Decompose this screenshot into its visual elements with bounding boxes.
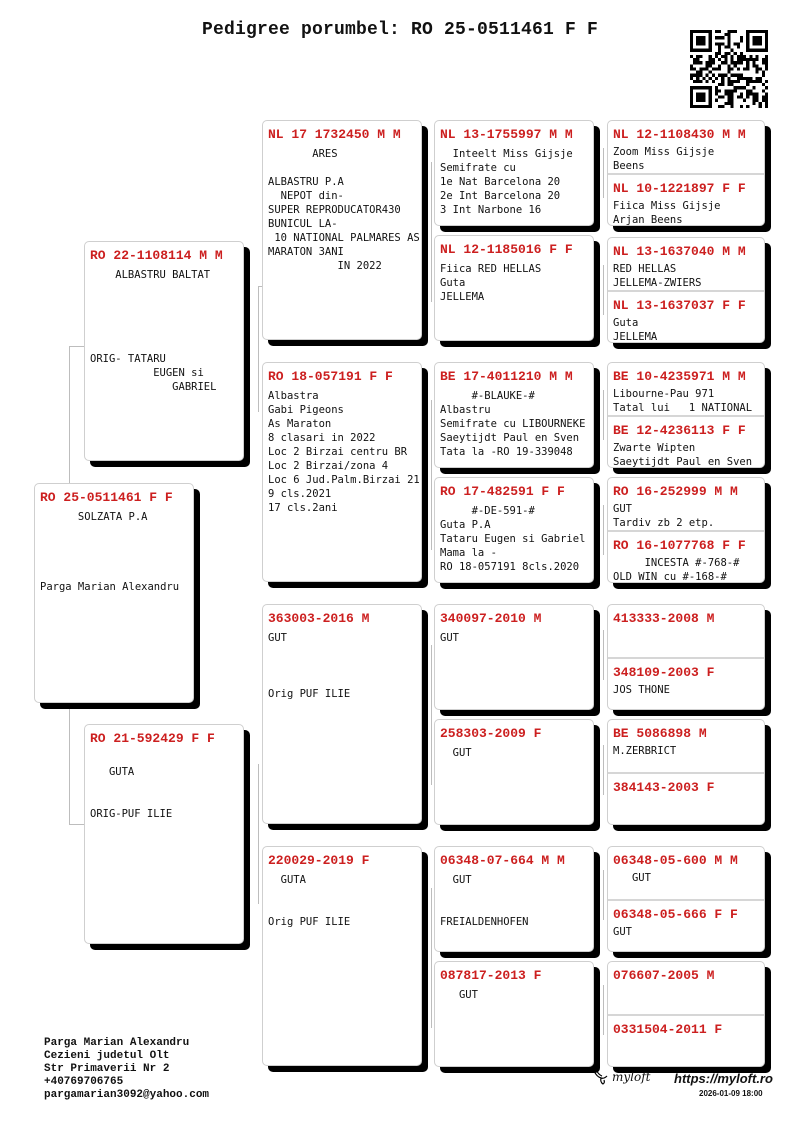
pigeon-notes: GUT bbox=[440, 632, 459, 644]
connector-line bbox=[603, 745, 604, 795]
pigeon-card-dam-sire[interactable] bbox=[262, 604, 422, 824]
ring-number: NL 13-1755997 M M bbox=[440, 127, 573, 142]
pigeon-card-sdd[interactable] bbox=[434, 477, 594, 583]
ring-number: RO 22-1108114 M M bbox=[90, 248, 223, 263]
pigeon-card-sire-sire[interactable] bbox=[262, 120, 422, 340]
ring-number: BE 10-4235971 M M bbox=[613, 369, 746, 384]
ring-number: 06348-05-600 M M bbox=[613, 853, 738, 868]
pigeon-notes: Inteelt Miss Gijsje Semifrate cu 1e Nat Barcelona 20 2e Int Barcelona 20 3 Int Narbone 16 bbox=[440, 148, 573, 216]
ring-number: NL 12-1108430 M M bbox=[613, 127, 746, 142]
pigeon-card-dam[interactable] bbox=[84, 724, 244, 944]
ring-number: RO 16-252999 M M bbox=[613, 484, 738, 499]
ring-number: 220029-2019 F bbox=[268, 853, 370, 868]
owner-locality: Cezieni judetul Olt bbox=[44, 1050, 170, 1062]
connector-line bbox=[258, 764, 259, 904]
brand-logo bbox=[592, 1068, 650, 1086]
connector-line bbox=[69, 706, 70, 824]
pigeon-notes: Zwarte Wipten Saeytijdt Paul en Sven bbox=[613, 442, 753, 467]
pigeon-notes: #-DE-591-# Guta P.A Tataru Eugen si Gabriel Mama la - RO 18-057191 8cls.2020 bbox=[440, 505, 586, 573]
ring-number: RO 18-057191 F F bbox=[268, 369, 393, 384]
ring-number: 258303-2009 F bbox=[440, 726, 542, 741]
pigeon-pair-card[interactable] bbox=[607, 120, 765, 226]
ring-number: BE 12-4236113 F F bbox=[613, 423, 746, 438]
pigeon-notes: ARES ALBASTRU P.A NEPOT din- SUPER REPRODUCATOR430 BUNICUL LA- 10 NATIONAL PALMARES AS MARATON 3ANI IN 2022 bbox=[268, 148, 420, 272]
pigeon-notes: SOLZATA P.A Parga Marian Alexandru bbox=[40, 511, 180, 593]
ring-number: 363003-2016 M bbox=[268, 611, 370, 626]
pigeon-card-dam-dam[interactable] bbox=[262, 846, 422, 1066]
pigeon-notes: Libourne-Pau 971 Tatal lui 1 NATIONAL bbox=[613, 388, 753, 414]
ring-number: 06348-05-666 F F bbox=[613, 907, 738, 922]
ring-number: RO 17-482591 F F bbox=[440, 484, 565, 499]
connector-line bbox=[603, 265, 604, 315]
pigeon-pair-card[interactable] bbox=[607, 237, 765, 343]
ring-number: BE 17-4011210 M M bbox=[440, 369, 573, 384]
connector-line bbox=[69, 346, 85, 347]
pigeon-pair-card[interactable] bbox=[607, 477, 765, 583]
connector-line bbox=[603, 505, 604, 555]
connector-line bbox=[603, 870, 604, 920]
pigeon-pair-card[interactable] bbox=[607, 604, 765, 710]
connector-line bbox=[603, 390, 604, 440]
connector-line bbox=[431, 888, 432, 1028]
pigeon-notes: GUT Tardiv zb 2 etp. bbox=[613, 503, 715, 529]
pigeon-card-ssd[interactable] bbox=[434, 235, 594, 341]
pigeon-card-sss[interactable] bbox=[434, 120, 594, 226]
ring-number: 087817-2013 F bbox=[440, 968, 542, 983]
pigeon-notes: GUT Orig PUF ILIE bbox=[268, 632, 351, 700]
page-title: Pedigree porumbel: RO 25-0511461 F F bbox=[202, 20, 599, 40]
website-link[interactable]: https://myloft.ro bbox=[674, 1071, 773, 1086]
pigeon-notes: ALBASTRU BALTAT ORIG- TATARU EUGEN si GABRIEL bbox=[90, 269, 217, 393]
pigeon-notes: GUT bbox=[440, 747, 472, 759]
owner-contact bbox=[44, 1037, 209, 1102]
pigeon-notes: GUT bbox=[440, 989, 478, 1001]
pigeon-card-sds[interactable] bbox=[434, 362, 594, 468]
pigeon-pair-card[interactable] bbox=[607, 846, 765, 952]
pigeon-notes: INCESTA #-768-# OLD WIN cu #-168-# bbox=[613, 557, 740, 582]
ring-number: 340097-2010 M bbox=[440, 611, 542, 626]
pigeon-notes: JOS THONE bbox=[613, 684, 670, 696]
ring-number: RO 16-1077768 F F bbox=[613, 538, 746, 553]
ring-number: 384143-2003 F bbox=[613, 780, 715, 795]
pigeon-notes: GUT bbox=[613, 926, 632, 938]
pigeon-logo-icon bbox=[592, 1068, 610, 1086]
connector-line bbox=[69, 346, 70, 486]
ring-number: RO 25-0511461 F F bbox=[40, 490, 173, 505]
pigeon-notes: #-BLAUKE-# Albastru Semifrate cu LIBOURNEKE Saeytijdt Paul en Sven Tata la -RO 19-339048 bbox=[440, 390, 586, 458]
pigeon-card-dsd[interactable] bbox=[434, 719, 594, 825]
ring-number: 06348-07-664 M M bbox=[440, 853, 565, 868]
pigeon-pair-card[interactable] bbox=[607, 719, 765, 825]
ring-number: NL 12-1185016 F F bbox=[440, 242, 573, 257]
pigeon-card-subject[interactable] bbox=[34, 483, 194, 703]
pigeon-notes: Fiica RED HELLAS Guta JELLEMA bbox=[440, 263, 542, 303]
ring-number: 348109-2003 F bbox=[613, 665, 715, 680]
pigeon-notes: GUT bbox=[613, 872, 651, 884]
pigeon-notes: Guta JELLEMA bbox=[613, 317, 658, 342]
pigeon-card-sire-dam[interactable] bbox=[262, 362, 422, 582]
qr-code-icon[interactable] bbox=[689, 30, 769, 108]
connector-line bbox=[603, 985, 604, 1035]
ring-number: 413333-2008 M bbox=[613, 611, 715, 626]
pigeon-card-dss[interactable] bbox=[434, 604, 594, 710]
ring-number: BE 5086898 M bbox=[613, 726, 707, 741]
connector-line bbox=[258, 286, 259, 412]
connector-line bbox=[69, 824, 85, 825]
owner-email: pargamarian3092@yahoo.com bbox=[44, 1089, 210, 1101]
pigeon-card-dds[interactable] bbox=[434, 846, 594, 952]
generated-date: 2026-01-09 18:00 bbox=[699, 1089, 763, 1098]
pigeon-card-sire[interactable] bbox=[84, 241, 244, 461]
ring-number: 0331504-2011 F bbox=[613, 1022, 723, 1037]
owner-name: Parga Marian Alexandru bbox=[44, 1037, 190, 1049]
pigeon-notes: M.ZERBRICT bbox=[613, 745, 677, 757]
ring-number: NL 13-1637037 F F bbox=[613, 298, 746, 313]
ring-number: 076607-2005 M bbox=[613, 968, 715, 983]
pigeon-pair-card[interactable] bbox=[607, 961, 765, 1067]
connector-line bbox=[603, 148, 604, 198]
ring-number: RO 21-592429 F F bbox=[90, 731, 215, 746]
pigeon-notes: Fiica Miss Gijsje Arjan Beens bbox=[613, 200, 721, 225]
pigeon-notes: RED HELLAS JELLEMA-ZWIERS bbox=[613, 263, 702, 289]
pigeon-pair-card[interactable] bbox=[607, 362, 765, 468]
connector-line bbox=[603, 630, 604, 680]
ring-number: NL 10-1221897 F F bbox=[613, 181, 746, 196]
pigeon-card-ddd[interactable] bbox=[434, 961, 594, 1067]
owner-phone: +40769706765 bbox=[44, 1076, 124, 1088]
pigeon-notes: GUTA ORIG-PUF ILIE bbox=[90, 766, 173, 820]
connector-line bbox=[431, 400, 432, 550]
owner-street: Str Primaverii Nr 2 bbox=[44, 1063, 170, 1075]
ring-number: NL 13-1637040 M M bbox=[613, 244, 746, 259]
connector-line bbox=[431, 162, 432, 302]
pigeon-notes: Albastra Gabi Pigeons As Maraton 8 clasari in 2022 Loc 2 Birzai centru BR Loc 2 Birzai/zona 4 Loc 6 Jud.Palm.Birzai 21 9 cls.2021 17 cls.2ani bbox=[268, 390, 420, 514]
ring-number: NL 17 1732450 M M bbox=[268, 127, 401, 142]
brand-name: myloft bbox=[612, 1070, 651, 1084]
pigeon-notes: GUT FREIALDENHOFEN bbox=[440, 874, 529, 928]
pigeon-notes: Zoom Miss Gijsje Beens bbox=[613, 146, 715, 172]
connector-line bbox=[431, 645, 432, 785]
pigeon-notes: GUTA Orig PUF ILIE bbox=[268, 874, 351, 928]
